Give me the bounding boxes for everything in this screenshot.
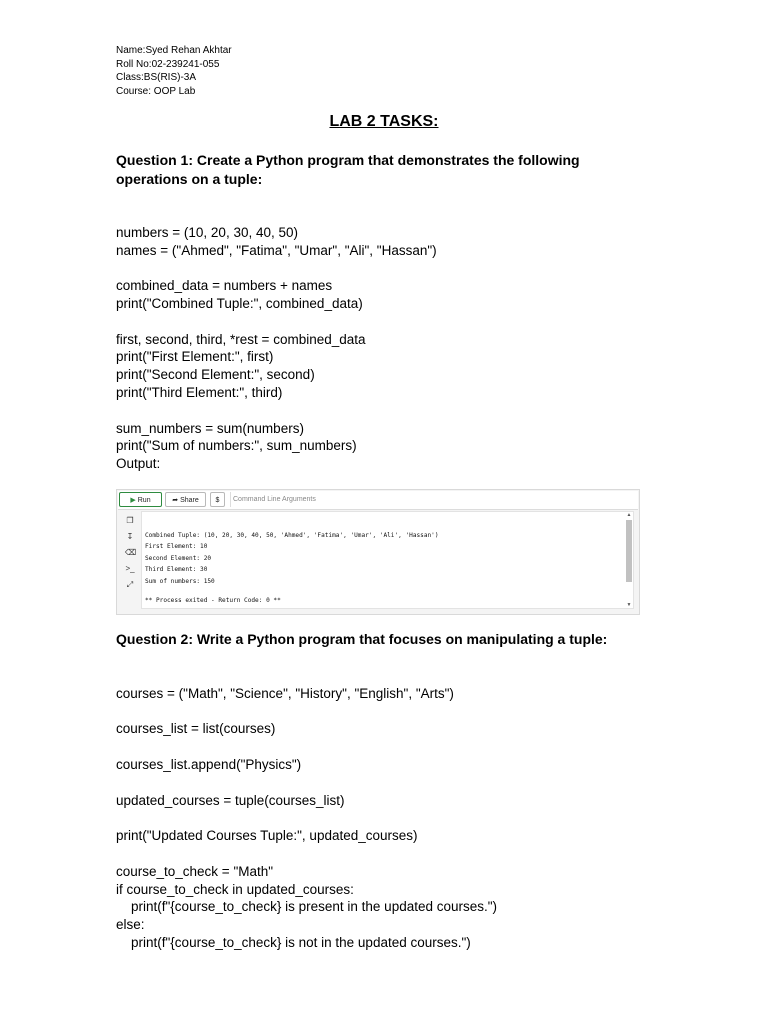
code-line [116,845,497,863]
share-button[interactable] [165,492,206,507]
share-label: Share [180,497,199,504]
run-button[interactable] [119,492,162,507]
play-icon: ▶ [130,497,136,504]
code-line: names = ("Ahmed", "Fatima", "Umar", "Ali", "Hassan") [116,242,437,258]
console-output [141,511,634,609]
output-line: Sum of numbers: 150 [145,577,215,585]
code-line: print(f"{course_to_check} is present in the updated courses.") [116,899,498,915]
output-line: Second Element: 20 [145,554,212,562]
question-1-heading: Question 1: Create a Python program that demonstrates the following operations on a tuple: [116,152,580,187]
ide-sidebar [118,511,140,613]
code-line [116,738,497,756]
code-line: print("Combined Tuple:", combined_data) [116,295,363,311]
code-line: print(f"{course_to_check} is not in the updated courses.") [116,934,471,950]
command-line-arguments-input[interactable]: Command Line Arguments [230,492,635,507]
code-line: combined_data = numbers + names [116,278,333,294]
console-scrollbar[interactable] [626,514,632,606]
code-line: print("First Element:", first) [116,349,274,365]
scroll-down-icon[interactable]: ▼ [626,602,632,608]
code-line: course_to_check = "Math" [116,863,274,879]
code-line: print("Sum of numbers:", sum_numbers) [116,438,357,454]
code-line: print("Updated Courses Tuple:", updated_courses) [116,828,418,844]
code-line [116,402,437,420]
run-label: Run [137,497,151,504]
student-info [116,44,232,98]
code-line: print("Second Element:", second) [116,367,315,383]
share-icon: ➦ [172,497,179,504]
download-icon[interactable]: ↧ [126,532,134,541]
erase-icon[interactable]: ⌫ [125,548,137,557]
page-title: LAB 2 TASKS: [329,113,439,130]
ide-toolbar [118,491,638,510]
stdin-button[interactable]: $ [210,492,225,507]
output-line: Third Element: 30 [145,566,208,573]
output-line: First Element: 10 [145,543,208,550]
expand-icon[interactable]: ⤢ [126,580,134,589]
code-line [116,259,437,277]
student-name: Name:Syed Rehan Akhtar [116,45,232,56]
code-line [116,703,497,721]
code-line: sum_numbers = sum(numbers) [116,420,304,436]
code-line: else: [116,917,145,933]
code-line: first, second, third, *rest = combined_data [116,331,366,347]
code-line: updated_courses = tuple(courses_list) [116,792,345,808]
class-info: Class:BS(RIS)-3A [116,72,197,83]
code-line: if course_to_check in updated_courses: [116,881,354,897]
question-2-heading: Question 2: Write a Python program that focuses on manipulating a tuple: [116,631,608,647]
copy-icon[interactable]: ❐ [126,516,134,525]
code-line [116,313,437,331]
code-line [116,809,497,827]
output-label: Output: [116,456,161,471]
code-line [116,774,497,792]
code-line: courses_list = list(courses) [116,721,276,737]
output-line: Combined Tuple: (10, 20, 30, 40, 50, 'Ahmed', 'Fatima', 'Umar', 'Ali', 'Hassan') [145,531,439,539]
question-2-code [116,667,497,970]
course-info: Course: OOP Lab [116,85,196,97]
roll-number: Roll No:02-239241-055 [116,58,220,70]
scrollbar-thumb[interactable] [626,520,632,582]
ide-screenshot [116,489,640,615]
scroll-up-icon[interactable]: ▲ [626,512,632,518]
process-exit-line: ** Process exited - Return Code: 0 ** [145,597,281,604]
terminal-icon[interactable]: >_ [125,564,135,573]
code-line: courses = ("Math", "Science", "History", "English", "Arts") [116,685,454,701]
question-1-code [116,206,437,473]
code-line: courses_list.append("Physics") [116,756,302,772]
code-line: numbers = (10, 20, 30, 40, 50) [116,224,298,240]
code-line: print("Third Element:", third) [116,384,283,400]
